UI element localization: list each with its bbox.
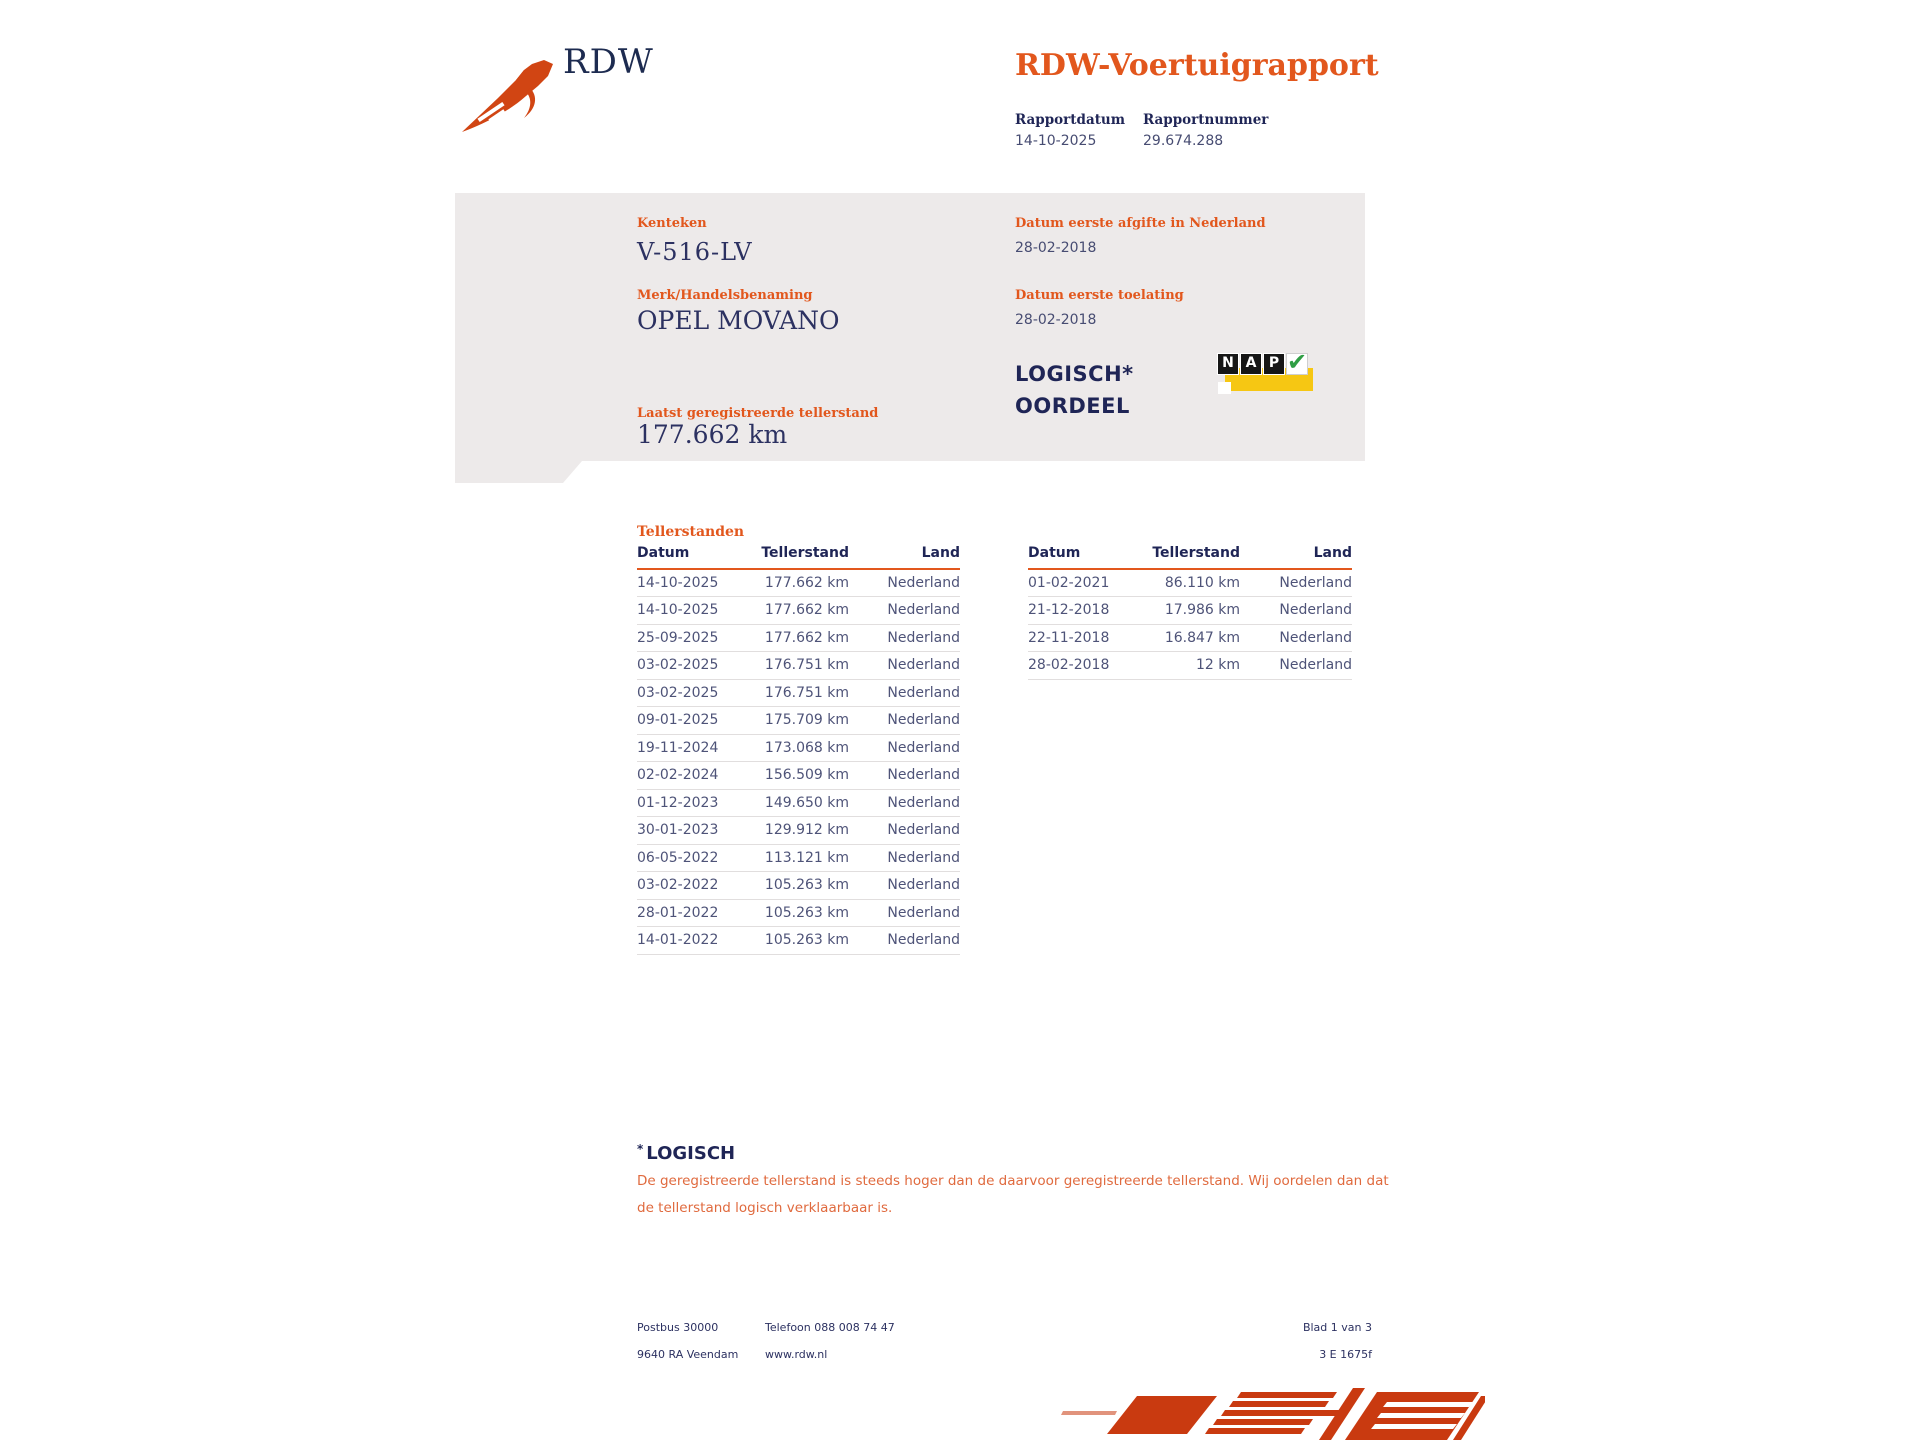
table-row [637,597,960,625]
table-header-row [1028,545,1352,569]
nap-letter-a: A [1240,353,1262,375]
footer-contact [765,1314,895,1368]
page-title: RDW-Voertuigrapport [1015,48,1379,83]
header-datum: Datum [637,545,757,569]
cell-datum: 01-12-2023 [637,789,757,817]
header-tellerstand: Tellerstand [757,545,849,569]
footer-address [637,1314,738,1368]
table-row [1028,569,1352,597]
table-row [1028,624,1352,652]
cell-tellerstand: 176.751 km [757,652,849,680]
footer-page-info [1172,1314,1372,1368]
cell-tellerstand: 17.986 km [1148,597,1240,625]
cell-datum: 14-01-2022 [637,927,757,955]
cell-datum: 28-02-2018 [1028,652,1148,680]
nap-logo-icon [1215,348,1317,399]
cell-datum: 21-12-2018 [1028,597,1148,625]
table-row [637,624,960,652]
cell-datum: 30-01-2023 [637,817,757,845]
cell-tellerstand: 173.068 km [757,734,849,762]
cell-datum: 01-02-2021 [1028,569,1148,597]
table-row [637,899,960,927]
report-date-label: Rapportdatum [1015,112,1126,128]
cell-tellerstand: 105.263 km [757,899,849,927]
footer-website: www.rdw.nl [765,1348,828,1361]
verdict-text [1015,358,1134,422]
report-number-value: 29.674.288 [1143,133,1224,149]
cell-tellerstand: 129.912 km [757,817,849,845]
table-row [637,569,960,597]
table-row [637,789,960,817]
kenteken-label: Kenteken [637,216,707,231]
nap-letter-n: N [1217,353,1239,375]
cell-tellerstand: 176.751 km [757,679,849,707]
cell-datum: 14-10-2025 [637,569,757,597]
cell-datum: 06-05-2022 [637,844,757,872]
merk-label: Merk/Handelsbenaming [637,288,813,303]
verdict-line2: OORDEEL [1015,394,1130,418]
table-row [637,652,960,680]
nap-white-chip [1218,382,1231,394]
cell-land: Nederland [849,927,960,955]
cell-land: Nederland [1240,652,1352,680]
cell-datum: 14-10-2025 [637,597,757,625]
header-land: Land [1240,545,1352,569]
afgifte-label: Datum eerste afgifte in Nederland [1015,216,1266,231]
nap-check-icon: ✔ [1287,348,1308,376]
table-row [637,679,960,707]
report-date-value: 14-10-2025 [1015,133,1097,149]
nap-letter-p: P [1263,353,1285,375]
cell-datum: 03-02-2025 [637,679,757,707]
logo-wordmark: RDW [563,42,654,82]
toelating-value: 28-02-2018 [1015,312,1097,328]
table-row [637,734,960,762]
footer-address-line2: 9640 RA Veendam [637,1348,739,1361]
header-tellerstand: Tellerstand [1148,545,1240,569]
table-row [637,872,960,900]
cell-land: Nederland [849,597,960,625]
cell-land: Nederland [849,844,960,872]
cell-tellerstand: 105.263 km [757,927,849,955]
cell-tellerstand: 177.662 km [757,569,849,597]
cell-land: Nederland [849,624,960,652]
speed-lines-graphic [1045,1388,1485,1440]
report-number-label: Rapportnummer [1143,112,1269,128]
table-row [637,707,960,735]
summary-box [455,193,1365,483]
table-row [637,927,960,955]
cell-land: Nederland [849,899,960,927]
footnote-text: De geregistreerde tellerstand is steeds hoger dan de daarvoor geregistreerde tellerstand. Wij oordelen dan dat de tellerstand logisch verklaarbaar is. [637,1173,1389,1216]
cell-datum: 25-09-2025 [637,624,757,652]
rdw-logo-icon [458,50,558,134]
cell-tellerstand: 12 km [1148,652,1240,680]
cell-land: Nederland [849,707,960,735]
tellerstand-value: 177.662 km [637,420,788,449]
cell-datum: 09-01-2025 [637,707,757,735]
cell-land: Nederland [849,652,960,680]
table-row [1028,597,1352,625]
odometer-table-left [637,545,960,955]
cell-tellerstand: 86.110 km [1148,569,1240,597]
merk-value: OPEL MOVANO [637,306,840,335]
table-row [637,844,960,872]
footnote-star: * [637,1142,644,1156]
kenteken-value: V-516-LV [637,238,753,266]
cell-land: Nederland [849,872,960,900]
toelating-label: Datum eerste toelating [1015,288,1184,303]
cell-land: Nederland [849,679,960,707]
footer-page-number: Blad 1 van 3 [1302,1321,1372,1334]
cell-tellerstand: 177.662 km [757,624,849,652]
cell-tellerstand: 156.509 km [757,762,849,790]
cell-datum: 19-11-2024 [637,734,757,762]
header-datum: Datum [1028,545,1148,569]
cell-land: Nederland [849,569,960,597]
cell-datum: 03-02-2025 [637,652,757,680]
cell-datum: 02-02-2024 [637,762,757,790]
cell-datum: 28-01-2022 [637,899,757,927]
cell-datum: 03-02-2022 [637,872,757,900]
cell-land: Nederland [1240,569,1352,597]
cell-tellerstand: 149.650 km [757,789,849,817]
table-row [637,762,960,790]
footnote-title: * LOGISCH [637,1142,736,1164]
cell-tellerstand: 177.662 km [757,597,849,625]
cell-tellerstand: 16.847 km [1148,624,1240,652]
tellerstand-label: Laatst geregistreerde tellerstand [637,406,879,421]
header-land: Land [849,545,960,569]
footer-form-code: 3 E 1675f [1319,1348,1372,1361]
cell-datum: 22-11-2018 [1028,624,1148,652]
tellerstanden-section-title: Tellerstanden [637,524,745,540]
cell-tellerstand: 105.263 km [757,872,849,900]
table-header-row [637,545,960,569]
cell-land: Nederland [849,789,960,817]
table-row [637,817,960,845]
footer-phone: Telefoon 088 008 74 47 [765,1321,895,1334]
afgifte-value: 28-02-2018 [1015,240,1097,256]
verdict-line1: LOGISCH* [1015,362,1134,386]
cell-tellerstand: 175.709 km [757,707,849,735]
cell-land: Nederland [1240,624,1352,652]
cell-tellerstand: 113.121 km [757,844,849,872]
table-row [1028,652,1352,680]
cell-land: Nederland [849,762,960,790]
footer-address-line1: Postbus 30000 [637,1321,719,1334]
cell-land: Nederland [849,817,960,845]
odometer-table-right [1028,545,1352,680]
cell-land: Nederland [849,734,960,762]
cell-land: Nederland [1240,597,1352,625]
